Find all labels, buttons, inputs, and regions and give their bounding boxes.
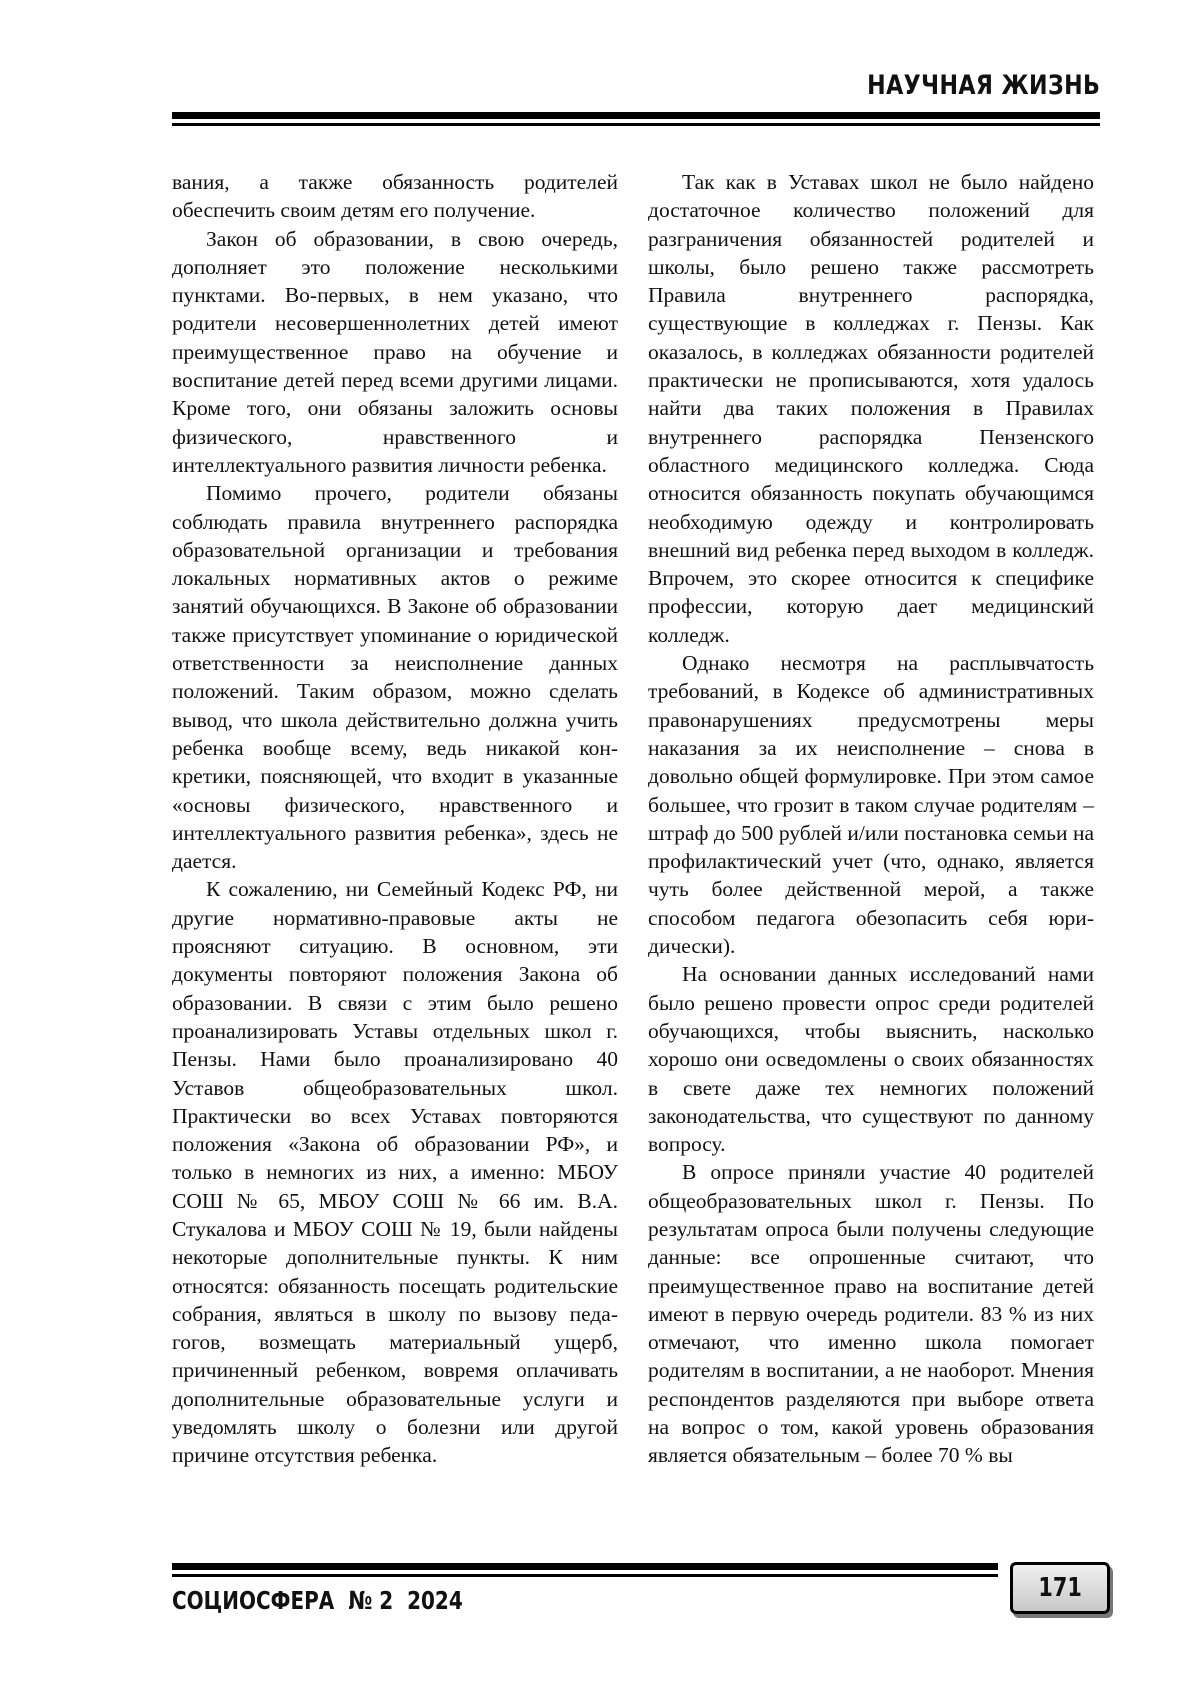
paragraph: На основании данных исследований нами было решено провести опрос среди родителей обучающихся, чтобы выяснить, насколько хорошо они осведомлены о своих обязанностях в свете даже тех немногих положений законодательства, что существуют по данному вопросу. (648, 962, 1094, 1157)
section-title: НАУЧНАЯ ЖИЗНЬ (866, 70, 1100, 101)
paragraph: К сожалению, ни Семейный Кодекс РФ, ни другие нормативно-правовые акты не проясняют ситуацию. В основном, эти документы повторяют положения Закона об образовании. В связи с этим было решено проанализировать Уставы отдельных школ г. Пензы. Нами было проанализировано 40 Уставов общеобразовательных школ. Практически во всех Уставах повторяются положения «Закона об образовании РФ», и только в немногих из них, а именно: МБОУ СОШ № 65, МБОУ СОШ № 66 им. В.А. Стукалова и МБОУ СОШ № 19, были найдены некоторые дополнительные пункты. К ним относятся: обязанность посещать родительские собрания, являться в школу по вызову педагогов, возмещать материальный ущерб, причиненный ребенком, вовремя оплачивать дополнительные образовательные услуги и уведомлять школу о болезни или другой причине отсутствия ребенка. (172, 877, 618, 1468)
header-rule-thick (172, 112, 1100, 119)
paragraph: Помимо прочего, родители обязаны соблюдать правила внутреннего распорядка образовательной организации и требования локальных нормативных актов о режиме занятий обучающихся. В Законе об образовании также присутствует упоминание о юридической ответственности за неисполнение данных положений. Таким образом, можно сделать вывод, что школа действительно должна учить ребенка вообще всему, ведь никакой конкретики, поясняющей, что входит в указанные «основы физического, нравственного и интеллектуального развития ребенка», здесь не дается. (172, 481, 618, 874)
left-column (172, 168, 618, 1470)
page-number-box (1010, 1562, 1110, 1614)
paragraph: Однако несмотря на расплывчатость требований, в Кодексе об административных правонарушениях предусмотрены меры наказания за их неисполнение – снова в довольно общей формулировке. При этом самое большее, что грозит в таком случае родителям – штраф до 500 рублей и/или постановка семьи на профилактический учет (что, однако, является чуть более действенной мерой, а также способом педагога обезопасить себя юридически). (648, 651, 1094, 959)
header-rule-thin (172, 123, 1100, 126)
paragraph: Закон об образовании, в свою очередь, дополняет это положение несколькими пунктами. Во-первых, в нем указано, что родители несовершеннолетних детей имеют преимущественное право на обучение и воспитание детей перед всеми другими лицами. Кроме того, они обязаны заложить основы физического, нравственного и интеллектуального развития личности ребенка. (172, 226, 618, 477)
footer-rule-thick (172, 1563, 998, 1570)
footer-rule-thin (172, 1574, 998, 1577)
right-column (648, 168, 1094, 1470)
paragraph: вания, а также обязанность родителей обеспечить своим детям его получение. (172, 170, 618, 223)
paragraph: Так как в Уставах школ не было найдено достаточное количество положений для разграничения обязанностей родителей и школы, было решено также рассмотреть Правила внутреннего распорядка, существующие в колледжах г. Пензы. Как оказалось, в колледжах обязанности родителей практически не прописываются, хотя удалось найти два таких положения в Правилах внутреннего распорядка Пензенского областного медицинского колледжа. Сюда относится обязанность покупать обучающимся необходимую одежду и контролировать внешний вид ребенка перед выходом в колледж. Впрочем, это скорее относится к специфике профессии, которую дает медицинский колледж. (648, 170, 1094, 647)
journal-name: СОЦИОСФЕРА № 2 2024 (172, 1586, 463, 1615)
paragraph: В опросе приняли участие 40 родителей общеобразовательных школ г. Пензы. По результатам опроса были получены следующие данные: все опрошенные считают, что преимущественное право на воспитание детей имеют в первую очередь родители. 83 % из них отмечают, что именно школа помогает родителям в воспитании, а не наоборот. Мнения респондентов разделяются при выборе ответа на вопрос о том, какой уровень образования является обязательным – более 70 % вы (648, 1160, 1094, 1468)
page-number: 171 (1038, 1573, 1082, 1603)
